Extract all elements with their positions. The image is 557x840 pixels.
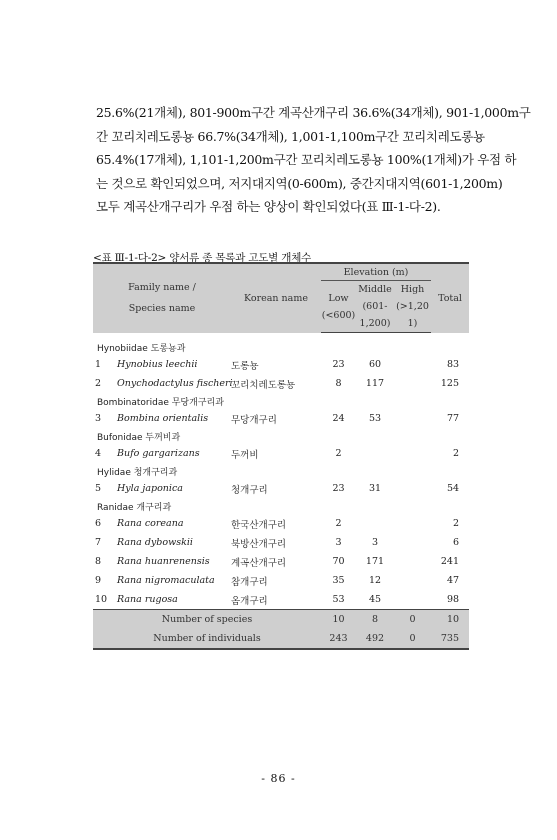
total-count: 2 (452, 448, 460, 459)
high-count (394, 590, 431, 610)
individuals-low: 243 (321, 629, 356, 649)
high-count (394, 409, 431, 428)
header-low-label: Low (328, 292, 349, 304)
species-name: Rana huanrenensis (117, 556, 210, 567)
low-count: 2 (335, 448, 342, 459)
row-number: 8 (95, 556, 102, 567)
table-row (93, 355, 469, 374)
species-middle: 8 (356, 610, 394, 630)
individuals-middle: 492 (356, 629, 394, 649)
species-name: Bufo gargarizans (117, 448, 200, 459)
individuals-total: 735 (431, 629, 469, 649)
middle-count: 53 (368, 413, 382, 424)
high-count (394, 444, 431, 463)
row-number: 5 (95, 483, 102, 494)
header-high-range-1: (>1,20 (396, 301, 429, 312)
high-count (394, 355, 431, 374)
middle-count: 3 (371, 537, 379, 548)
paragraph-line: 25.6%(21개체), 801-900m구간 계곡산개구리 36.6%(34개체), 901-1,000m구 (96, 105, 531, 120)
total-count: 241 (440, 556, 460, 567)
header-korean-name: Korean name (244, 292, 308, 304)
species-name: Bombina orientalis (117, 413, 209, 424)
total-count: 83 (446, 359, 460, 370)
table-row (93, 533, 469, 552)
high-count (394, 374, 431, 393)
species-name: Rana coreana (117, 518, 184, 529)
middle-count: 12 (368, 575, 382, 586)
middle-count (356, 514, 394, 533)
species-total-row (93, 610, 469, 630)
middle-count: 171 (365, 556, 385, 567)
header-low (321, 281, 356, 333)
table-row (93, 479, 469, 498)
middle-count: 31 (368, 483, 382, 494)
korean-name: 청개구리 (231, 484, 268, 496)
total-count: 54 (446, 483, 460, 494)
header-elevation: Elevation (m) (321, 263, 431, 281)
header-family-species (93, 263, 231, 333)
species-name: Hyla japonica (117, 483, 183, 494)
korean-name: 계곡산개구리 (231, 557, 287, 569)
amphibian-table (93, 262, 469, 650)
row-number: 2 (95, 378, 102, 389)
low-count: 3 (335, 537, 342, 548)
table-caption: <표 Ⅲ-1-다-2> 양서류 종 목록과 고도별 개체수 (93, 252, 312, 264)
middle-count: 117 (365, 378, 385, 389)
species-low: 10 (321, 610, 356, 630)
korean-name: 두꺼비 (231, 449, 259, 461)
page-number: - 86 - (261, 772, 296, 785)
table-row (93, 444, 469, 463)
header-high-range-2: 1) (407, 318, 418, 329)
individuals-high: 0 (394, 629, 431, 649)
row-number: 6 (95, 518, 102, 529)
low-count: 70 (332, 556, 345, 567)
table-row (93, 409, 469, 428)
korean-name: 무당개구리 (231, 414, 277, 426)
row-number: 3 (95, 413, 102, 424)
row-number: 1 (95, 359, 102, 370)
row-number: 4 (95, 448, 102, 459)
high-count (394, 571, 431, 590)
species-total: 10 (431, 610, 469, 630)
family-row: Ranidae 개구리과 (97, 502, 172, 513)
header-low-range: (<600) (321, 309, 356, 321)
header-family-line: Family name / (128, 282, 196, 294)
family-row: Bombinatoridae 무당개구리과 (97, 397, 224, 408)
table-row (93, 590, 469, 610)
table-row (93, 552, 469, 571)
species-name: Rana nigromaculata (117, 575, 215, 586)
total-count: 77 (446, 413, 460, 424)
total-count: 2 (452, 518, 460, 529)
paragraph-line: 는 것으로 확인되었으며, 저지대지역(0-600m), 중간지대지역(601-1,200m) (96, 175, 503, 191)
paragraph-line: 모두 계곡산개구리가 우점 하는 양상이 확인되었다(표 Ⅲ-1-다-2). (96, 199, 441, 214)
species-name: Rana dybowskii (117, 537, 193, 548)
low-count: 2 (335, 518, 342, 529)
high-count (394, 552, 431, 571)
species-name: Hynobius leechii (117, 359, 198, 370)
low-count: 23 (332, 483, 345, 494)
low-count: 53 (332, 594, 345, 605)
low-count: 24 (332, 413, 345, 424)
total-count: 98 (446, 594, 460, 605)
korean-name: 북방산개구리 (231, 538, 287, 550)
middle-count: 45 (368, 594, 382, 605)
body-paragraph (96, 101, 531, 219)
header-middle (356, 281, 394, 333)
total-count: 6 (452, 537, 460, 548)
korean-name: 도롱뇽 (231, 360, 259, 372)
species-name: Onychodactylus fischeri (117, 378, 233, 389)
header-middle-label: Middle (358, 284, 392, 295)
row-number: 10 (95, 594, 108, 605)
middle-count (356, 444, 394, 463)
family-row: Hylidae 청개구리과 (97, 467, 178, 478)
korean-name: 한국산개구리 (231, 519, 287, 531)
total-count: 125 (440, 378, 460, 389)
korean-name: 참개구리 (231, 576, 268, 588)
individuals-total-row (93, 629, 469, 649)
species-total-label: Number of species (93, 610, 321, 630)
row-number: 7 (95, 537, 102, 548)
header-middle-range-1: (601- (362, 301, 388, 312)
header-total: Total (438, 292, 462, 304)
individuals-total-label: Number of individuals (93, 629, 321, 649)
low-count: 8 (335, 378, 342, 389)
table-row (93, 571, 469, 590)
row-number: 9 (95, 575, 102, 586)
table-row (93, 374, 469, 393)
low-count: 23 (332, 359, 345, 370)
high-count (394, 533, 431, 552)
header-high (394, 281, 431, 333)
header-species-line: Species name (128, 303, 196, 315)
species-high: 0 (394, 610, 431, 630)
header-high-label: High (400, 284, 425, 295)
paragraph-line: 간 꼬리치레도롱뇽 66.7%(34개체), 1,001-1,100m구간 꼬리치레도롱뇽 (96, 128, 485, 144)
species-name: Rana rugosa (117, 594, 178, 605)
family-row: Hynobiidae 도롱뇽과 (97, 343, 186, 354)
middle-count: 60 (368, 359, 382, 370)
header-middle-range-2: 1,200) (359, 318, 391, 329)
high-count (394, 479, 431, 498)
korean-name: 꼬리치레도롱뇽 (231, 379, 296, 391)
total-count: 47 (446, 575, 460, 586)
family-row: Bufonidae 두꺼비과 (97, 432, 181, 443)
high-count (394, 514, 431, 533)
korean-name: 옴개구리 (231, 595, 268, 607)
low-count: 35 (332, 575, 345, 586)
paragraph-line: 65.4%(17개체), 1,101-1,200m구간 꼬리치레도롱뇽 100%(1개체)가 우점 하 (96, 152, 517, 167)
table-row (93, 514, 469, 533)
